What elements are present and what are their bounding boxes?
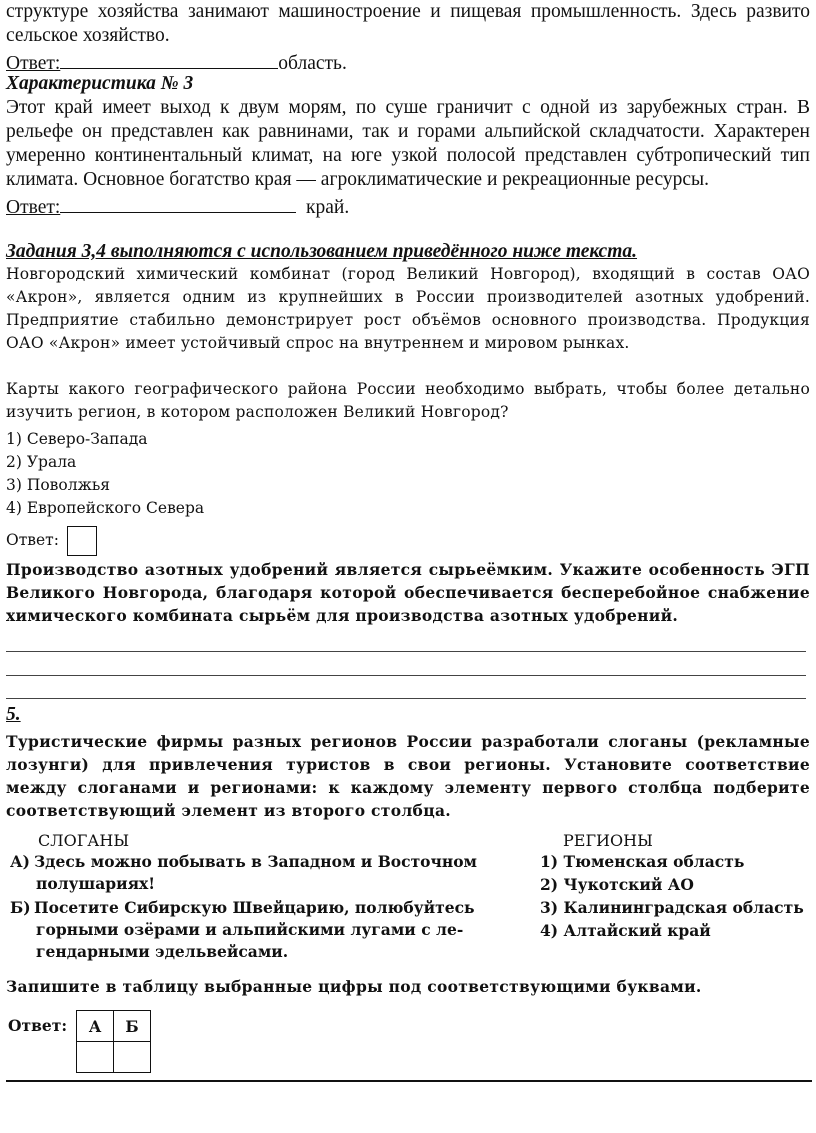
task3-question: Карты какого географического района России необходимо выбрать, чтобы более детально изучить регион, в котором расположен Великий Новгород? xyxy=(6,380,810,421)
answer-label: Ответ: xyxy=(6,531,59,549)
task4-text: Производство азотных удобрений является сырьеёмким. Укажите особенность ЭГП Великого Новгорода, благодаря которой обеспечивается бесперебойное снабжение химического комбината сырьём для производства азотных удобрений. xyxy=(6,560,810,625)
intro-line-1: структуре хозяйства занимают машиностроение и пищевая промышленность. Здесь развито xyxy=(6,1,810,22)
answer-blank[interactable] xyxy=(60,50,278,69)
table-header-a: А xyxy=(77,1011,114,1042)
option-4: 4) Европейского Севера xyxy=(6,499,205,517)
region-2: 2) Чукотский АО xyxy=(540,875,694,894)
task5-answer-label: Ответ: xyxy=(8,1016,68,1035)
answer-blank[interactable] xyxy=(60,194,296,213)
slogan-key: А) xyxy=(10,852,30,871)
option-3: 3) Поволжья xyxy=(6,476,111,494)
bottom-divider xyxy=(6,1080,812,1082)
task34-heading: Задания 3,4 выполняются с использованием приведённого ниже текста. xyxy=(6,241,638,262)
answer-cell-b[interactable] xyxy=(114,1042,151,1073)
task34-text: Новгородский химический комбинат (город Великий Новгород), входящий в состав ОАО «Акрон», является одним из крупнейших в России производителей азотных удобрений. Предприятие стабильно демонстрирует рост объёмов основного производства. Продукция ОАО «Акрон» имеет устойчивый спрос на внутреннем и мировом рынках. xyxy=(6,265,810,352)
answer-label: Ответ: xyxy=(6,53,61,74)
regions-header: РЕГИОНЫ xyxy=(563,831,653,850)
slogan-key: Б) xyxy=(10,898,31,917)
char3-answer xyxy=(6,194,349,220)
option-2: 2) Урала xyxy=(6,453,77,471)
answer-suffix: область. xyxy=(278,53,347,74)
char3-title: Характеристика № 3 xyxy=(6,73,194,94)
answer-rule-3[interactable] xyxy=(6,698,806,699)
option-1: 1) Северо-Запада xyxy=(6,430,148,448)
region-3: 3) Калининградская область xyxy=(540,898,804,917)
task5-number: 5. xyxy=(6,704,21,725)
answer-suffix: край. xyxy=(306,197,350,218)
task5-instruction: Запишите в таблицу выбранные цифры под соответствующими буквами. xyxy=(6,977,702,996)
table-header-b: Б xyxy=(114,1011,151,1042)
region-4: 4) Алтайский край xyxy=(540,921,711,940)
region-1: 1) Тюменская область xyxy=(540,852,745,871)
task5-text: Туристические фирмы разных регионов России разработали слоганы (рекламные лозунги) для привлечения туристов в свои регионы. Установите соответствие между слоганами и регионами: к каждому элементу первого столбца подберите соответствующий элемент из второго столбца. xyxy=(6,732,810,820)
slogans-header: СЛОГАНЫ xyxy=(38,831,130,850)
slogan-b: Б) Посетите Сибирскую Швейцарию, полюбуйтесь горными озёрами и альпийскими лугами с ле- гендарными эдельвейсами. xyxy=(10,898,475,961)
answer-label: Ответ: xyxy=(6,197,61,218)
answer-rule-1[interactable] xyxy=(6,651,806,652)
char3-text: Этот край имеет выход к двум морям, по суше граничит с одной из зарубежных стран. В рельефе он представлен как равнинами, так и горами альпийской складчатости. Характерен умеренно континентальный климат, на юге узкой полосой представлен субтропический тип климата. Основное богатство края — агроклиматические и рекреационные ресурсы. xyxy=(6,97,810,190)
slogan-a: А) Здесь можно побывать в Западном и Восточном полушариях! xyxy=(10,852,478,893)
intro-line-2: сельское хозяйство. xyxy=(6,25,170,46)
task3-answer xyxy=(6,526,810,556)
answer-rule-2[interactable] xyxy=(6,675,806,676)
answer-box[interactable] xyxy=(67,526,97,556)
answer-cell-a[interactable] xyxy=(77,1042,114,1073)
answer-table xyxy=(76,1010,151,1073)
